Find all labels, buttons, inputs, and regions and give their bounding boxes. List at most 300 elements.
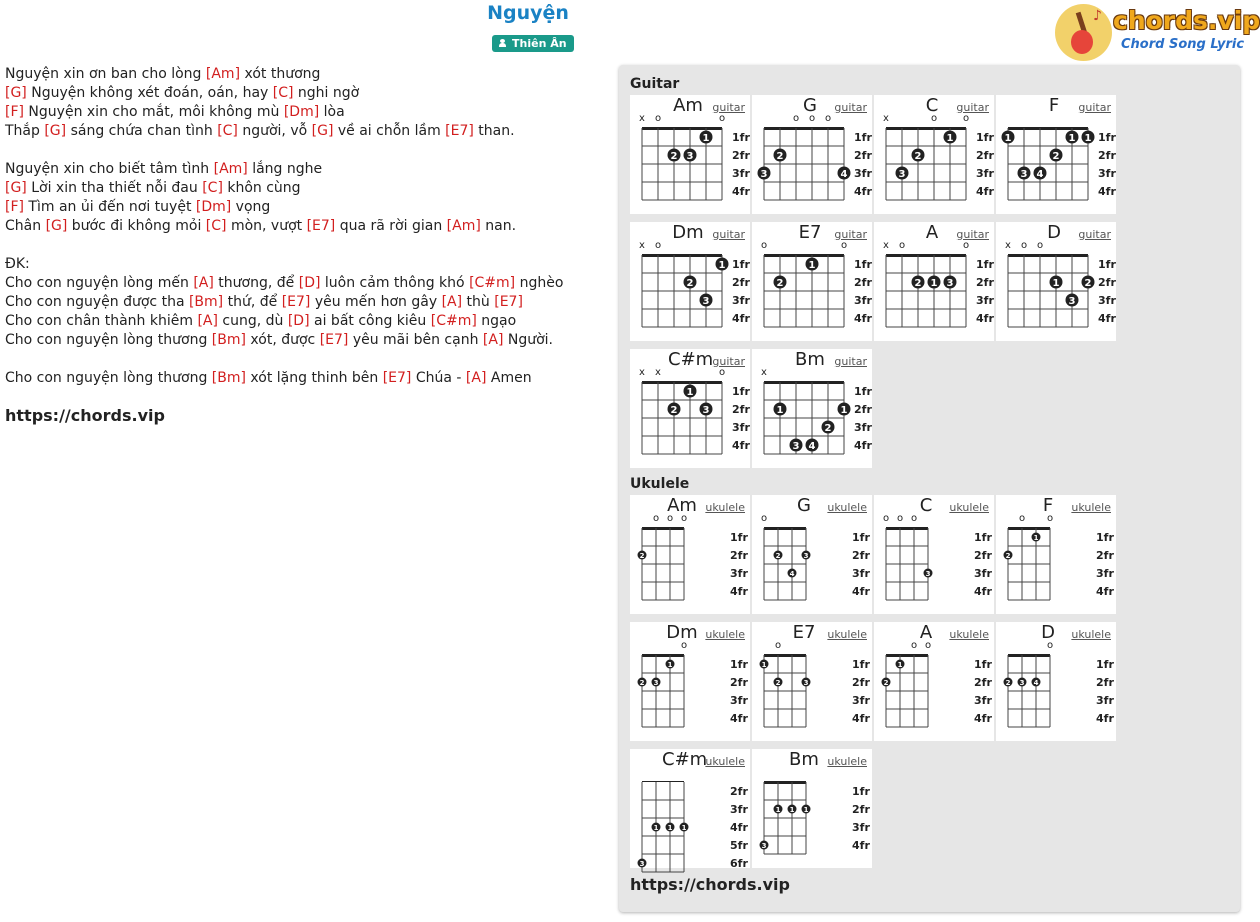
muted-string-mark: x (883, 240, 889, 251)
finger-number: 3 (1020, 169, 1028, 180)
fret-label: 1fr (732, 258, 750, 271)
muted-string-mark: x (655, 367, 661, 378)
fret-label: 4fr (1098, 312, 1116, 325)
ukulele-chord-card-c[interactable] (874, 495, 994, 614)
lyric-text: Nguyện không xét đoán, oán, hay (26, 85, 273, 101)
guitar-link[interactable]: guitar (712, 355, 745, 368)
finger-number: 3 (1068, 296, 1076, 307)
chord-tag[interactable]: [C#m] (469, 275, 516, 291)
chord-tag[interactable]: [G] (5, 85, 27, 101)
lyric-line (5, 160, 610, 179)
finger-number: 2 (776, 278, 784, 289)
guitar-chord-card-csharpm[interactable] (630, 349, 750, 468)
lyric-text: Người. (503, 332, 554, 348)
fret-label: 4fr (732, 439, 750, 452)
finger-number: 2 (914, 278, 922, 289)
ukulele-chord-card-csharpm[interactable] (630, 749, 750, 868)
finger-number: 2 (1005, 552, 1011, 560)
nut (886, 254, 966, 257)
finger-number: 3 (898, 169, 906, 180)
fret-label: 3fr (852, 567, 870, 580)
finger-number: 3 (653, 679, 659, 687)
fret-label: 3fr (730, 567, 748, 580)
chord-name: A (919, 622, 933, 643)
guitar-link[interactable]: guitar (712, 228, 745, 241)
finger-number: 1 (718, 260, 726, 271)
nut (886, 654, 928, 657)
fret-label: 1fr (974, 531, 992, 544)
ukulele-link[interactable]: ukulele (1071, 628, 1111, 641)
finger-number: 4 (1036, 169, 1044, 180)
fret-label: 3fr (730, 694, 748, 707)
fret-label: 3fr (854, 421, 872, 434)
guitar-link[interactable]: guitar (834, 101, 867, 114)
open-string-mark: o (962, 240, 970, 251)
ukulele-link[interactable]: ukulele (827, 755, 867, 768)
chord-tag[interactable]: [A] (482, 332, 504, 348)
guitar-link[interactable]: guitar (956, 101, 989, 114)
lyric-text: Tìm an ủi đến nơi tuyệt (23, 199, 196, 215)
fret-label: 3fr (1098, 294, 1116, 307)
finger-number: 2 (1005, 679, 1011, 687)
fret-label: 2fr (732, 403, 750, 416)
chord-name: F (1042, 495, 1054, 516)
lyric-text: Amen (486, 370, 532, 386)
lyric-text: ĐK: (5, 256, 30, 272)
chord-name: C#m (668, 349, 714, 370)
open-string-mark: o (824, 113, 832, 124)
lyric-text: khôn cùng (222, 180, 301, 196)
open-string-mark: o (962, 113, 970, 124)
nut (764, 381, 844, 384)
open-string-mark: o (1020, 240, 1028, 251)
open-string-mark: o (910, 640, 918, 651)
lyric-line (5, 274, 610, 293)
fret-label: 2fr (1096, 549, 1114, 562)
fret-label: 4fr (854, 312, 872, 325)
fret-label: 1fr (976, 258, 994, 271)
chord-tag[interactable]: [E7] (445, 123, 474, 139)
lyric-text: xót lặng thinh bên (245, 370, 383, 386)
ukulele-chord-card-bm[interactable] (752, 749, 872, 868)
lyric-line (5, 103, 610, 122)
lyric-line (5, 293, 610, 312)
chord-name: C#m (662, 749, 708, 770)
fret-label: 2fr (732, 149, 750, 162)
lyric-text: vọng (231, 199, 271, 215)
fret-label: 3fr (732, 421, 750, 434)
finger-number: 3 (639, 860, 645, 868)
chord-tag[interactable]: [Bm] (211, 370, 246, 386)
nut (642, 781, 684, 782)
chord-tag[interactable]: [Dm] (195, 199, 232, 215)
guitar-chord-card-bm[interactable] (752, 349, 872, 468)
lyric-text: sáng chứa chan tình (66, 123, 218, 139)
finger-number: 3 (792, 441, 800, 452)
music-note-icon: ♪ (1093, 8, 1102, 24)
lyric-text: qua rã rời gian (335, 218, 447, 234)
fret-label: 3fr (854, 294, 872, 307)
lyric-text: Cho con nguyện lòng mến (5, 275, 194, 291)
guitar-link[interactable]: guitar (1078, 101, 1111, 114)
lyric-text: xót, được (245, 332, 320, 348)
fret-label: 2fr (730, 785, 748, 798)
chord-tag[interactable]: [G] (44, 123, 67, 139)
fret-label: 1fr (852, 785, 870, 798)
chord-name: Dm (672, 222, 704, 243)
chord-tag[interactable]: [A] (441, 294, 463, 310)
finger-number: 2 (775, 552, 781, 560)
fret-label: 1fr (1098, 258, 1116, 271)
open-string-mark: o (898, 240, 906, 251)
finger-number: 1 (667, 661, 673, 669)
chord-tag[interactable]: [C] (202, 180, 223, 196)
fret-label: 4fr (852, 839, 870, 852)
finger-number: 1 (1033, 534, 1039, 542)
lyric-text: lòa (319, 104, 345, 120)
finger-number: 3 (761, 842, 767, 850)
fret-label: 4fr (730, 585, 748, 598)
chord-tag[interactable]: [E7] (319, 332, 349, 348)
lyric-text: Nguyện xin cho mắt, môi không mù (23, 104, 284, 120)
fret-label: 2fr (854, 149, 872, 162)
lyric-text: Chân (5, 218, 46, 234)
chord-tag[interactable]: [D] (287, 313, 310, 329)
fret-label: 2fr (852, 549, 870, 562)
fret-label: 1fr (854, 385, 872, 398)
chord-tag[interactable]: [G] (311, 123, 334, 139)
ukulele-chord-card-am[interactable] (630, 495, 750, 614)
chord-name: Am (667, 495, 697, 516)
open-string-mark: o (792, 113, 800, 124)
ukulele-link[interactable]: ukulele (1071, 501, 1111, 514)
finger-number: 1 (1052, 278, 1060, 289)
fret-label: 1fr (1096, 531, 1114, 544)
fret-label: 1fr (974, 658, 992, 671)
open-string-mark: o (896, 513, 904, 524)
lyric-text: yêu mãi bên cạnh (348, 332, 483, 348)
open-string-mark: o (654, 113, 662, 124)
open-string-mark: o (666, 513, 674, 524)
chord-tag[interactable]: [E7] (306, 218, 336, 234)
nut (886, 127, 966, 130)
chord-tag[interactable]: [E7] (281, 294, 311, 310)
ukulele-link[interactable]: ukulele (949, 628, 989, 641)
guitar-chord-card-f[interactable] (996, 95, 1116, 214)
fret-label: 2fr (974, 549, 992, 562)
fret-label: 2fr (1096, 676, 1114, 689)
chord-tag[interactable]: [C#m] (430, 313, 477, 329)
ukulele-chord-card-dm[interactable] (630, 622, 750, 741)
chord-name: C (919, 495, 933, 516)
finger-number: 1 (808, 260, 816, 271)
finger-number: 1 (776, 405, 784, 416)
author-badge[interactable] (492, 35, 574, 52)
logo-brand: chords.vip (1113, 6, 1260, 35)
finger-number: 4 (1033, 679, 1039, 687)
fret-label: 4fr (730, 821, 748, 834)
chord-tag[interactable]: [G] (5, 180, 27, 196)
ukulele-chord-card-g[interactable] (752, 495, 872, 614)
finger-number: 1 (803, 806, 809, 814)
fret-label: 4fr (1098, 185, 1116, 198)
open-string-mark: o (760, 513, 768, 524)
chord-name: G (803, 95, 817, 116)
lyric-text: luôn cảm thông khó (320, 275, 470, 291)
nut (886, 527, 928, 530)
fret-label: 4fr (852, 712, 870, 725)
guitar-chord-card-a[interactable] (874, 222, 994, 341)
fret-label: 1fr (1098, 131, 1116, 144)
fret-label: 1fr (852, 531, 870, 544)
chord-tag[interactable]: [F] (5, 104, 24, 120)
site-logo[interactable] (1055, 4, 1260, 62)
fret-label: 1fr (732, 131, 750, 144)
fret-label: 3fr (976, 167, 994, 180)
ukulele-heading: Ukulele (630, 476, 690, 492)
finger-number: 1 (702, 133, 710, 144)
open-string-mark: o (654, 240, 662, 251)
finger-number: 1 (761, 661, 767, 669)
chord-tag[interactable]: [A] (465, 370, 487, 386)
finger-number: 3 (1019, 679, 1025, 687)
lyric-text: Chúa - (411, 370, 466, 386)
fret-label: 4fr (976, 312, 994, 325)
open-string-mark: o (910, 513, 918, 524)
nut (764, 127, 844, 130)
lyric-spacer (5, 350, 610, 369)
finger-number: 2 (1084, 278, 1092, 289)
fret-label: 4fr (1096, 712, 1114, 725)
lyric-text: Lời xin tha thiết nỗi đau (26, 180, 203, 196)
chord-tag[interactable]: [F] (5, 199, 24, 215)
fret-label: 3fr (974, 567, 992, 580)
finger-number: 2 (639, 679, 645, 687)
lyric-text: xót thương (240, 66, 321, 82)
guitar-chord-card-c[interactable] (874, 95, 994, 214)
chord-tag[interactable]: [G] (45, 218, 68, 234)
ukulele-link[interactable]: ukulele (705, 501, 745, 514)
lyric-line (5, 84, 610, 103)
chord-tag[interactable]: [E7] (382, 370, 412, 386)
fret-label: 4fr (974, 585, 992, 598)
finger-number: 3 (803, 552, 809, 560)
chord-tag[interactable]: [A] (197, 313, 218, 329)
chord-name: Am (673, 95, 703, 116)
open-string-mark: o (840, 240, 848, 251)
fret-label: 4fr (852, 585, 870, 598)
guitar-link[interactable]: guitar (834, 228, 867, 241)
finger-number: 2 (775, 679, 781, 687)
fret-label: 1fr (730, 658, 748, 671)
finger-number: 2 (670, 151, 678, 162)
fret-label: 4fr (1096, 585, 1114, 598)
lyric-text: nghèo (515, 275, 564, 291)
chord-tag[interactable]: [D] (298, 275, 321, 291)
fret-label: 4fr (974, 712, 992, 725)
fret-label: 5fr (730, 839, 748, 852)
muted-string-mark: x (1005, 240, 1011, 251)
finger-number: 1 (1084, 133, 1092, 144)
finger-number: 1 (1068, 133, 1076, 144)
fret-label: 3fr (1096, 567, 1114, 580)
open-string-mark: o (1046, 640, 1054, 651)
ukulele-chord-card-d[interactable] (996, 622, 1116, 741)
guitar-chord-card-am[interactable] (630, 95, 750, 214)
lyric-spacer (5, 236, 610, 255)
open-string-mark: o (718, 113, 726, 124)
ukulele-link[interactable]: ukulele (705, 755, 745, 768)
fret-label: 3fr (1098, 167, 1116, 180)
finger-number: 4 (789, 570, 795, 578)
lyric-text: Cho con nguyện lòng thương (5, 370, 212, 386)
finger-number: 1 (653, 824, 659, 832)
lyric-text: Nguyện xin cho biết tâm tình (5, 161, 214, 177)
chord-tag[interactable]: [C] (272, 85, 294, 101)
fret-label: 2fr (974, 676, 992, 689)
chord-tag[interactable]: [Bm] (211, 332, 246, 348)
finger-number: 3 (925, 570, 931, 578)
open-string-mark: o (1046, 513, 1054, 524)
chord-tag[interactable]: [C] (217, 123, 238, 139)
nut (642, 527, 684, 530)
lyric-line (5, 122, 610, 141)
finger-number: 2 (883, 679, 889, 687)
fret-label: 2fr (730, 676, 748, 689)
open-string-mark: o (882, 513, 890, 524)
open-string-mark: o (680, 640, 688, 651)
fret-label: 1fr (730, 531, 748, 544)
fret-label: 2fr (1098, 149, 1116, 162)
ukulele-chord-card-e7[interactable] (752, 622, 872, 741)
nut (1008, 127, 1088, 130)
fret-label: 2fr (976, 276, 994, 289)
fret-label: 2fr (1098, 276, 1116, 289)
chord-tag[interactable]: [Dm] (283, 104, 320, 120)
fret-label: 4fr (732, 312, 750, 325)
guitar-chord-card-g[interactable] (752, 95, 872, 214)
ukulele-chord-card-f[interactable] (996, 495, 1116, 614)
lyric-text: yêu mến hơn gây (310, 294, 442, 310)
finger-number: 3 (702, 405, 710, 416)
lyric-text: thương, để (213, 275, 299, 291)
site-link[interactable]: https://chords.vip (5, 406, 165, 425)
finger-number: 1 (681, 824, 687, 832)
lyric-line (5, 198, 610, 217)
finger-number: 3 (946, 278, 954, 289)
lyric-text: nghi ngờ (293, 85, 360, 101)
nut (1008, 654, 1050, 657)
lyric-line (5, 217, 610, 236)
fret-label: 1fr (1096, 658, 1114, 671)
chord-name: D (1041, 622, 1055, 643)
chord-panel (619, 65, 1240, 912)
guitar-chord-card-d[interactable] (996, 222, 1116, 341)
fret-label: 3fr (1096, 694, 1114, 707)
fret-label: 2fr (976, 149, 994, 162)
nut (642, 654, 684, 657)
fret-label: 1fr (854, 258, 872, 271)
author-name: Thiên Ân (512, 37, 567, 50)
fret-label: 2fr (852, 676, 870, 689)
lyric-line (5, 65, 610, 84)
finger-number: 1 (946, 133, 954, 144)
lyric-text: bước đi không mỏi (67, 218, 206, 234)
nut (642, 254, 722, 257)
ukulele-link[interactable]: ukulele (705, 628, 745, 641)
fret-label: 3fr (854, 167, 872, 180)
chord-tag[interactable]: [Am] (205, 66, 241, 82)
finger-number: 2 (1052, 151, 1060, 162)
nut (764, 781, 806, 784)
lyric-text: Cho con nguyện lòng thương (5, 332, 212, 348)
lyric-text: thù (462, 294, 495, 310)
fret-label: 2fr (730, 549, 748, 562)
chord-tag[interactable]: [Am] (446, 218, 481, 234)
guitar-heading: Guitar (630, 76, 680, 92)
chord-tag[interactable]: [A] (193, 275, 214, 291)
chord-name: Dm (666, 622, 698, 643)
lyric-text: Nguyện xin ơn ban cho lòng (5, 66, 206, 82)
person-icon (499, 39, 506, 47)
guitar-chord-card-dm[interactable] (630, 222, 750, 341)
chord-tag[interactable]: [Bm] (188, 294, 224, 310)
muted-string-mark: x (639, 367, 645, 378)
guitar-link[interactable]: guitar (1078, 228, 1111, 241)
lyrics-block (5, 65, 610, 388)
lyric-text: than. (473, 123, 515, 139)
ukulele-chord-card-a[interactable] (874, 622, 994, 741)
guitar-chord-card-e7[interactable] (752, 222, 872, 341)
lyric-line (5, 255, 610, 274)
lyric-text: cung, dù (217, 313, 288, 329)
lyric-text: lắng nghe (247, 161, 323, 177)
ukulele-link[interactable]: ukulele (949, 501, 989, 514)
finger-number: 4 (840, 169, 848, 180)
chord-name: F (1048, 95, 1060, 116)
ukulele-link[interactable]: ukulele (827, 628, 867, 641)
guitar-link[interactable]: guitar (834, 355, 867, 368)
lyric-text: ai bất công kiêu (309, 313, 431, 329)
lyric-text: mòn, vượt (226, 218, 307, 234)
ukulele-link[interactable]: ukulele (827, 501, 867, 514)
guitar-link[interactable]: guitar (956, 228, 989, 241)
nut (642, 127, 722, 130)
lyric-text: ngạo (476, 313, 517, 329)
chord-tag[interactable]: [E7] (494, 294, 523, 310)
fret-label: 4fr (730, 712, 748, 725)
open-string-mark: o (808, 113, 816, 124)
nut (764, 527, 806, 530)
chord-tag[interactable]: [C] (205, 218, 227, 234)
finger-number: 2 (776, 151, 784, 162)
chord-tag[interactable]: [Am] (213, 161, 248, 177)
lyric-text: thứ, để (223, 294, 282, 310)
finger-number: 1 (897, 661, 903, 669)
chord-name: E7 (798, 222, 822, 243)
muted-string-mark: x (639, 240, 645, 251)
finger-number: 1 (789, 806, 795, 814)
chord-name: A (925, 222, 939, 243)
panel-site-link[interactable]: https://chords.vip (630, 875, 790, 894)
nut (642, 381, 722, 384)
guitar-link[interactable]: guitar (712, 101, 745, 114)
open-string-mark: o (1036, 240, 1044, 251)
chord-name: Bm (789, 749, 819, 770)
finger-number: 1 (775, 806, 781, 814)
open-string-mark: o (1018, 513, 1026, 524)
open-string-mark: o (718, 367, 726, 378)
